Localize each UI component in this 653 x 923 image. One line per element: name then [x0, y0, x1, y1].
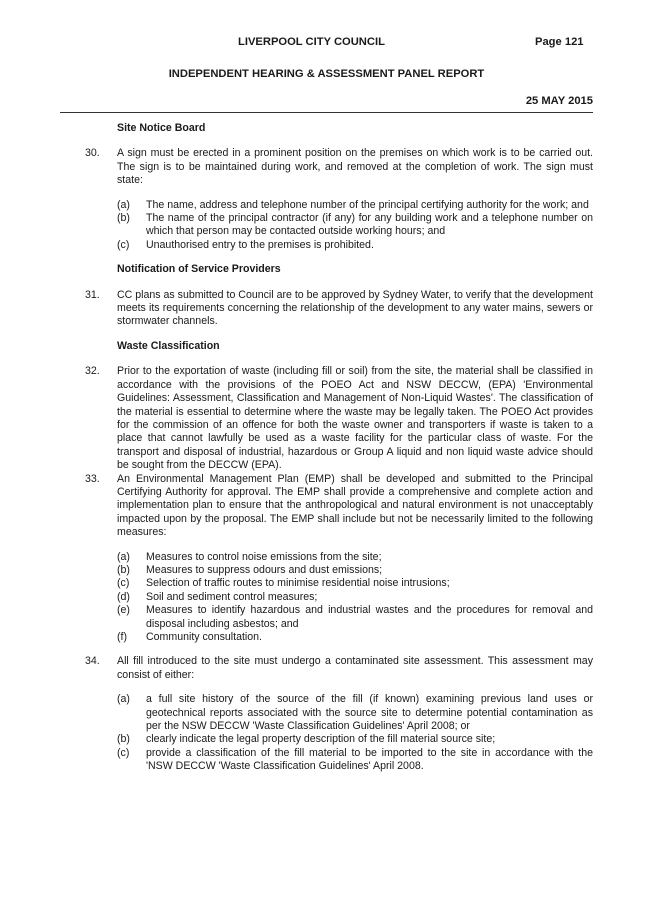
condition-text: Prior to the exportation of waste (including fill or soil) from the site, the material shall be classified in accordance with the provisions of the POEO Act and NSW DECCW, (EPA) 'Environmental Guidelines: Assessment, Classification and Management of Non-Liquid Wastes'. The classification of the material is essential to determine where the waste may be legally taken. The POEO Act provides for the commission of an offence for both the waste owner and transporters if waste is taken to a place that cannot lawfully be used as a waste facility for the particular class of waste. For the transport and disposal of industrial, hazardous or Group A liquid and non liquid waste advice should be sought from the DECCW (EPA).: [117, 365, 593, 472]
list-item: [0, 551, 653, 564]
report-title: INDEPENDENT HEARING & ASSESSMENT PANEL REPORT: [168, 68, 485, 80]
list-text: Community consultation.: [146, 631, 262, 643]
list-label: (e): [117, 604, 130, 617]
condition-text: A sign must be erected in a prominent position on the premises on which work is to be carried out. The sign is to be maintained during work, and removed at the completion of work. The sign must state:: [117, 147, 593, 187]
list-item: [0, 591, 653, 604]
list-text: Soil and sediment control measures;: [146, 590, 318, 603]
list-item: [0, 577, 653, 590]
list-label: (c): [117, 746, 130, 759]
list-text: The name, address and telephone number of the principal certifying authority for the work; and: [146, 198, 589, 211]
condition-number: 31.: [85, 288, 100, 301]
condition-number: 32.: [85, 365, 100, 378]
condition-text: CC plans as submitted to Council are to be approved by Sydney Water, to verify that the development meets its requirements concerning the relationship of the development to any water mains, sewers or stormwater channels.: [117, 288, 593, 328]
report-date: 25 MAY 2015: [525, 95, 593, 107]
condition-text: All fill introduced to the site must undergo a contaminated site assessment. This assessment may consist of either:: [117, 655, 593, 681]
condition-30-list: [0, 199, 653, 253]
list-label: (a): [117, 198, 130, 211]
list-item: [0, 212, 653, 239]
list-label: (a): [117, 693, 130, 706]
list-item: [0, 631, 653, 644]
list-item: [0, 604, 653, 631]
list-item: [0, 564, 653, 577]
condition-32: [0, 365, 653, 472]
list-text: Measures to identify hazardous and industrial wastes and the procedures for removal and disposal including asbestos; and: [146, 604, 593, 630]
list-label: (f): [117, 631, 127, 643]
condition-text: An Environmental Management Plan (EMP) shall be developed and submitted to the Principal Certifying Authority for approval. The EMP shall provide a comprehensive and complete action and implementation plan to ensure that the anthropological and natural environment is not unacceptably impacted upon by the proposal. The EMP shall include but not be necessarily limited to the following measures:: [117, 472, 593, 539]
list-text: Measures to control noise emissions from the site;: [146, 550, 382, 563]
section-heading-service-providers: Notification of Service Providers: [117, 263, 281, 276]
list-label: (d): [117, 590, 130, 603]
list-text: a full site history of the source of the fill (if known) examining previous land uses or geotechnical reports associated with the source site to determine potential contamination as per the NSW DECCW 'Waste Classification Guidelines' April 2008; or: [146, 693, 593, 733]
list-text: The name of the principal contractor (if any) for any building work and a telephone number on which that person may be contacted outside working hours; and: [146, 212, 593, 238]
condition-number: 34.: [85, 655, 100, 668]
header-divider: [60, 112, 593, 113]
list-item: [0, 733, 653, 746]
document-body: [0, 122, 653, 785]
page-number: Page 121: [535, 36, 584, 48]
list-item: [0, 747, 653, 774]
condition-34: [0, 655, 653, 682]
list-label: (a): [117, 550, 130, 563]
list-text: provide a classification of the fill material to be imported to the site in accordance with the 'NSW DECCW 'Waste Classification Guidelines' April 2008.: [146, 746, 593, 773]
list-label: (b): [117, 563, 130, 576]
section-heading-waste: Waste Classification: [117, 339, 220, 352]
condition-34-list: [0, 693, 653, 773]
condition-33-list: [0, 551, 653, 645]
condition-33: [0, 473, 653, 540]
condition-number: 30.: [85, 147, 100, 160]
list-label: (c): [117, 238, 130, 251]
list-label: (b): [117, 733, 130, 746]
list-text: Selection of traffic routes to minimise residential noise intrusions;: [146, 577, 450, 590]
list-text: clearly indicate the legal property description of the fill material source site;: [146, 733, 496, 746]
list-text: Measures to suppress odours and dust emissions;: [146, 563, 383, 576]
list-item: [0, 199, 653, 212]
section-heading-site-notice: Site Notice Board: [117, 122, 206, 134]
list-item: [0, 693, 653, 733]
council-name: LIVERPOOL CITY COUNCIL: [238, 36, 385, 48]
condition-30: [0, 147, 653, 187]
list-label: (b): [117, 212, 130, 225]
condition-number: 33.: [85, 472, 100, 485]
list-item: [0, 239, 653, 252]
list-text: Unauthorised entry to the premises is prohibited.: [146, 238, 374, 251]
condition-31: [0, 289, 653, 329]
list-label: (c): [117, 577, 130, 590]
